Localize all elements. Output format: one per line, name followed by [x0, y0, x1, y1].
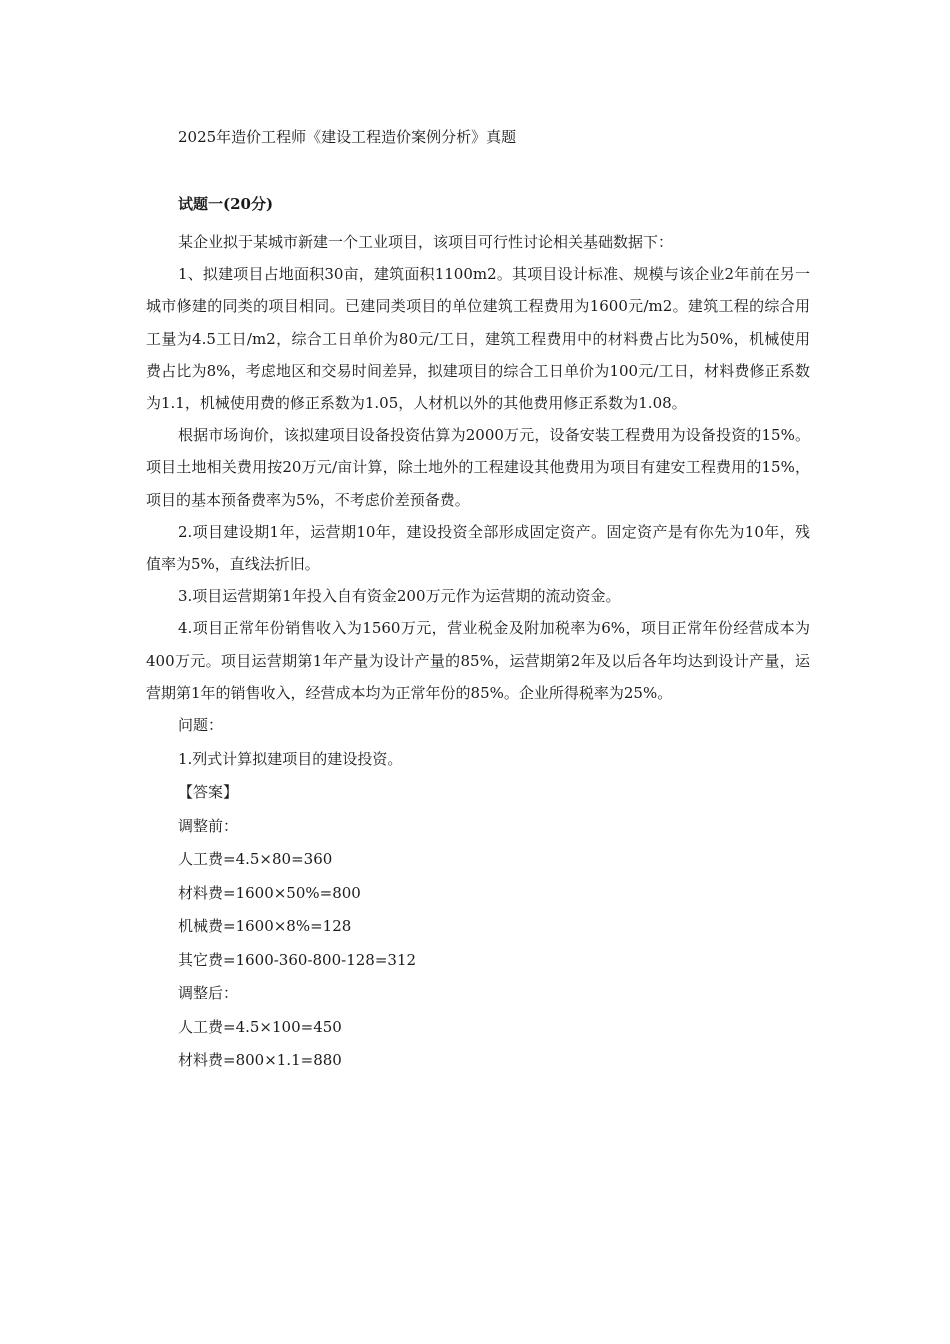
material-cost-after: 材料费=800×1.1=880: [178, 1051, 342, 1070]
paragraph-3: 2.项目建设期1年，运营期10年，建设投资全部形成固定资产。固定资产是有你先为10年，残值率为5%，直线法折旧。: [146, 522, 810, 574]
paragraph-5: 4.项目正常年份销售收入为1560万元，营业税金及附加税率为6%，项目正常年份经营成本为400万元。项目运营期第1年产量为设计产量的85%，运营期第2年及以后各年均达到设计产量，运营期第1年的销售收入，经营成本均为正常年份的85%。企业所得税率为25%。: [146, 619, 810, 702]
question-1: 1.列式计算拟建项目的建设投资。: [178, 749, 403, 768]
intro-paragraph: 某企业拟于某城市新建一个工业项目，该项目可行性讨论相关基础数据下：: [178, 233, 674, 251]
labor-cost-before: 人工费=4.5×80=360: [178, 850, 333, 869]
answer-label: 【答案】: [178, 783, 239, 802]
question-label: 问题：: [178, 716, 224, 735]
labor-cost-after: 人工费=4.5×100=450: [178, 1017, 342, 1036]
machine-cost-before: 机械费=1600×8%=128: [178, 917, 352, 936]
material-cost-before: 材料费=1600×50%=800: [178, 883, 361, 902]
before-adjustment-label: 调整前：: [178, 816, 239, 835]
document-title: 2025年造价工程师《建设工程造价案例分析》真题: [178, 128, 517, 146]
paragraph-4: 3.项目运营期第1年投入自有资金200万元作为运营期的流动资金。: [178, 587, 621, 606]
document-body: [146, 226, 810, 1078]
paragraph-2: 根据市场询价，该拟建项目设备投资估算为2000万元，设备安装工程费用为设备投资的15%。项目土地相关费用按20万元/亩计算，除土地外的工程建设其他费用为项目有建安工程费用的15%，项目的基本预备费率为5%，不考虑价差预备费。: [146, 426, 810, 509]
after-adjustment-label: 调整后：: [178, 984, 239, 1003]
other-cost-before: 其它费=1600-360-800-128=312: [178, 950, 417, 969]
section-title: 试题一(20分): [178, 195, 274, 213]
paragraph-1: 1、拟建项目占地面积30亩，建筑面积1100m2。其项目设计标准、规模与该企业2年前在另一城市修建的同类的项目相同。已建同类项目的单位建筑工程费用为1600元/m2。建筑工程的综合用工量为4.5工日/m2，综合工日单价为80元/工日，建筑工程费用中的材料费占比为50%，机械使用费占比为8%，考虑地区和交易时间差异，拟建项目的综合工日单价为100元/工日，材料费修正系数为1.1，机械使用费的修正系数为1.05，人材机以外的其他费用修正系数为1.08。: [146, 265, 810, 413]
